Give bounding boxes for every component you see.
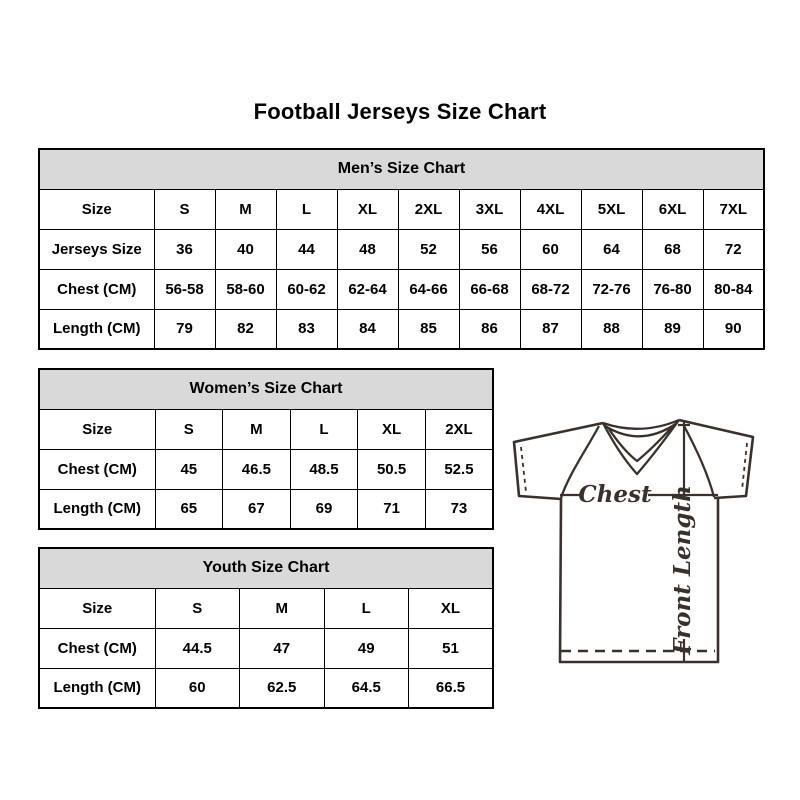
table-cell: 90: [703, 309, 764, 349]
page-title: Football Jerseys Size Chart: [253, 99, 547, 124]
table-cell: 68-72: [520, 269, 581, 309]
table-row: [39, 449, 493, 489]
front-length-label: Front Length: [669, 485, 696, 655]
mens-size-table: [38, 148, 765, 350]
table-cell: 5XL: [581, 189, 642, 229]
table-cell: 49: [324, 628, 409, 668]
table-cell: S: [155, 409, 223, 449]
table-row: [39, 588, 493, 628]
table-cell: 44.5: [155, 628, 240, 668]
jersey-left-cuff-stitch-line: [521, 447, 526, 492]
table-cell: 86: [459, 309, 520, 349]
table-cell: 87: [520, 309, 581, 349]
table-cell: 48.5: [290, 449, 358, 489]
table-cell: 44: [276, 229, 337, 269]
table-row: [39, 489, 493, 529]
table-cell: 72: [703, 229, 764, 269]
table-cell: 65: [155, 489, 223, 529]
table-cell: 46.5: [223, 449, 291, 489]
table-cell: L: [324, 588, 409, 628]
table-cell: 2XL: [398, 189, 459, 229]
table-cell: 62-64: [337, 269, 398, 309]
table-header-row: [39, 149, 764, 189]
row-label: Length (CM): [39, 309, 154, 349]
table-cell: S: [154, 189, 215, 229]
womens-chart-title: Women’s Size Chart: [39, 369, 493, 409]
table-cell: 66.5: [409, 668, 494, 708]
row-label: Size: [39, 588, 155, 628]
table-cell: M: [223, 409, 291, 449]
table-cell: 45: [155, 449, 223, 489]
table-cell: 62.5: [240, 668, 325, 708]
table-row: [39, 628, 493, 668]
row-label: Length (CM): [39, 489, 155, 529]
table-cell: 50.5: [358, 449, 426, 489]
table-row: [39, 409, 493, 449]
womens-size-table: [38, 368, 494, 530]
youth-chart-title: Youth Size Chart: [39, 548, 493, 588]
table-cell: 64.5: [324, 668, 409, 708]
table-cell: 2XL: [425, 409, 493, 449]
table-cell: 84: [337, 309, 398, 349]
table-cell: M: [215, 189, 276, 229]
table-cell: 4XL: [520, 189, 581, 229]
table-header-row: [39, 369, 493, 409]
table-cell: 3XL: [459, 189, 520, 229]
jersey-measurement-diagram: [500, 398, 790, 683]
table-cell: 36: [154, 229, 215, 269]
table-cell: 6XL: [642, 189, 703, 229]
table-cell: 7XL: [703, 189, 764, 229]
table-cell: 48: [337, 229, 398, 269]
table-cell: 76-80: [642, 269, 703, 309]
table-row: [39, 309, 764, 349]
table-cell: 47: [240, 628, 325, 668]
chest-label: Chest: [578, 481, 652, 508]
row-label: Jerseys Size: [39, 229, 154, 269]
table-cell: 60: [520, 229, 581, 269]
table-cell: 60: [155, 668, 240, 708]
table-cell: 52.5: [425, 449, 493, 489]
table-cell: 64-66: [398, 269, 459, 309]
table-cell: 67: [223, 489, 291, 529]
table-cell: 88: [581, 309, 642, 349]
table-cell: XL: [337, 189, 398, 229]
table-cell: 80-84: [703, 269, 764, 309]
table-row: [39, 189, 764, 229]
table-cell: 69: [290, 489, 358, 529]
row-label: Chest (CM): [39, 449, 155, 489]
table-row: [39, 269, 764, 309]
table-cell: XL: [409, 588, 494, 628]
row-label: Size: [39, 189, 154, 229]
row-label: Size: [39, 409, 155, 449]
table-header-row: [39, 548, 493, 588]
table-cell: 71: [358, 489, 426, 529]
table-cell: 89: [642, 309, 703, 349]
table-cell: 60-62: [276, 269, 337, 309]
table-cell: 40: [215, 229, 276, 269]
table-cell: 51: [409, 628, 494, 668]
table-cell: 56-58: [154, 269, 215, 309]
table-cell: L: [290, 409, 358, 449]
table-cell: 72-76: [581, 269, 642, 309]
row-label: Length (CM): [39, 668, 155, 708]
table-cell: 68: [642, 229, 703, 269]
table-cell: 56: [459, 229, 520, 269]
table-cell: L: [276, 189, 337, 229]
youth-size-table: [38, 547, 494, 709]
row-label: Chest (CM): [39, 628, 155, 668]
table-cell: 64: [581, 229, 642, 269]
table-row: [39, 229, 764, 269]
table-cell: 66-68: [459, 269, 520, 309]
table-cell: 85: [398, 309, 459, 349]
table-cell: 58-60: [215, 269, 276, 309]
table-cell: 52: [398, 229, 459, 269]
table-cell: 79: [154, 309, 215, 349]
table-cell: 73: [425, 489, 493, 529]
table-cell: 83: [276, 309, 337, 349]
mens-chart-title: Men’s Size Chart: [39, 149, 764, 189]
table-cell: 82: [215, 309, 276, 349]
table-cell: M: [240, 588, 325, 628]
table-cell: XL: [358, 409, 426, 449]
row-label: Chest (CM): [39, 269, 154, 309]
table-row: [39, 668, 493, 708]
table-cell: S: [155, 588, 240, 628]
